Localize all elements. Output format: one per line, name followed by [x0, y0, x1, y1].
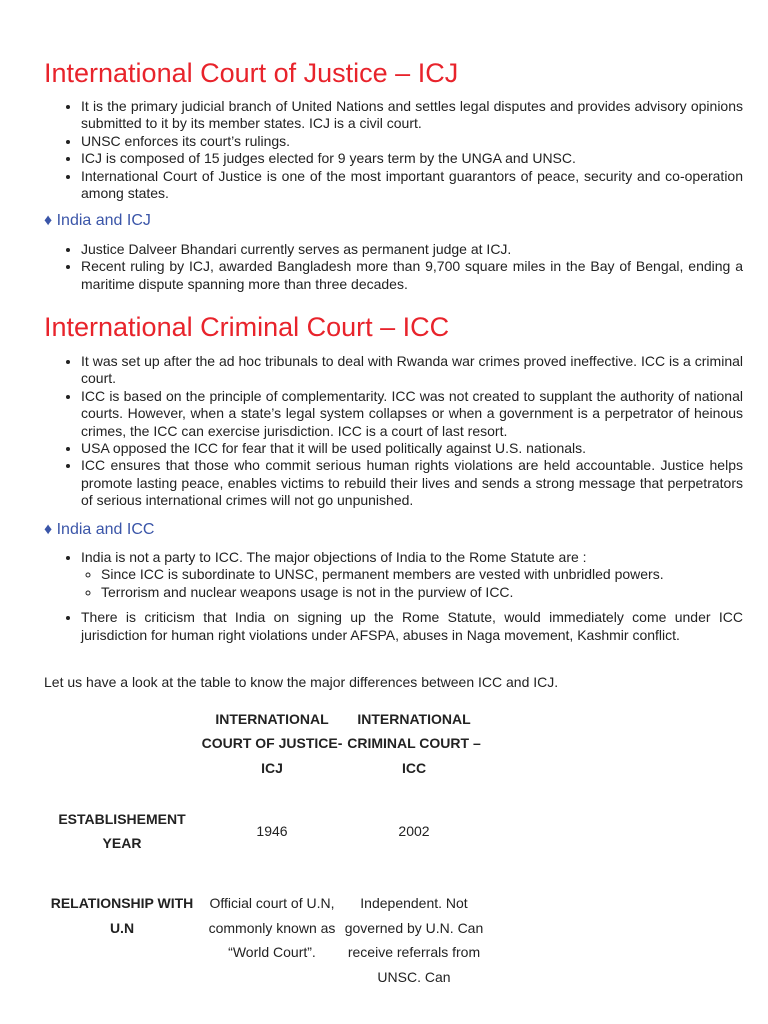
cell-icc: 2002 [398, 822, 430, 839]
sub-list-item: ◦ Since ICC is subordinate to UNSC, permanent members are vested with unbridled powers. [101, 566, 743, 583]
list-item: • UNSC enforces its court’s rulings. [81, 133, 743, 150]
icc-title: International Criminal Court – ICC [44, 312, 450, 342]
list-item: • International Court of Justice is one of the most important guarantors of peace, security and co-operation among states. [81, 168, 743, 203]
column-header-icc: INTERNATIONAL CRIMINAL COURT – ICC [347, 710, 481, 776]
column-header-icj: INTERNATIONAL COURT OF JUSTICE- ICJ [201, 710, 343, 776]
sub-bullet-list [81, 566, 743, 601]
icj-title: International Court of Justice – ICJ [44, 58, 459, 88]
india-icc-heading: ♦ India and ICC [44, 521, 155, 538]
sub-list-item: ◦ Terrorism and nuclear weapons usage is not in the purview of ICC. [101, 584, 743, 601]
list-item: • USA opposed the ICC for fear that it will be used politically against U.S. nationals. [81, 440, 743, 457]
cell-icj: Official court of U.N, commonly known as “World Court”. [208, 895, 336, 960]
list-item [81, 549, 743, 601]
list-item-text: India is not a party to ICC. The major objections of India to the Rome Statute are : [81, 549, 587, 565]
list-item: • Recent ruling by ICJ, awarded Bangladesh more than 9,700 square miles in the Bay of Bengal, ending a maritime dispute spanning more than three decades. [81, 258, 743, 293]
cell-icc: Independent. Not governed by U.N. Can receive referrals from UNSC. Can [344, 895, 484, 985]
row-label: ESTABLISHEMENT YEAR [58, 810, 186, 851]
india-icj-bullet-list [64, 241, 743, 293]
list-item: • There is criticism that India on signing up the Rome Statute, would immediately come under ICC jurisdiction for human right violations under AFSPA, abuses in Naga movement, Kashmir conflict. [81, 609, 743, 644]
india-icc-bullet-list [64, 549, 743, 644]
list-item: • ICJ is composed of 15 judges elected for 9 years term by the UNGA and UNSC. [81, 150, 743, 167]
icc-bullet-list [64, 353, 743, 510]
list-item: • ICC is based on the principle of complementarity. ICC was not created to supplant the authority of national courts. However, when a state’s legal system collapses or when a government is a perpetrator of heinous crimes, the ICC can exercise jurisdiction. ICC is a court of last resort. [81, 388, 743, 440]
table-row [44, 881, 484, 989]
icj-bullet-list [64, 98, 743, 202]
list-item: • It was set up after the ad hoc tribunals to deal with Rwanda war crimes proved ineffective. ICC is a criminal court. [81, 353, 743, 388]
row-label: RELATIONSHIP WITH U.N [50, 895, 194, 936]
comparison-table [44, 706, 484, 989]
list-item: • Justice Dalveer Bhandari currently serves as permanent judge at ICJ. [81, 241, 743, 258]
table-corner-cell [44, 706, 200, 781]
table-row [44, 781, 484, 881]
list-item: • ICC ensures that those who commit serious human rights violations are held accountable. Justice helps promote lasting peace, enables victims to rebuild their lives and sends a strong message that perpetrators of serious international crimes will not go unpunished. [81, 457, 743, 509]
list-item: • It is the primary judicial branch of United Nations and settles legal disputes and provides advisory opinions submitted to it by its member states. ICJ is a civil court. [81, 98, 743, 133]
table-header-row [44, 706, 484, 781]
cell-icj: 1946 [256, 822, 288, 839]
india-icj-heading: ♦ India and ICJ [44, 212, 151, 229]
table-intro-text: Let us have a look at the table to know the major differences between ICC and ICJ. [44, 674, 559, 690]
